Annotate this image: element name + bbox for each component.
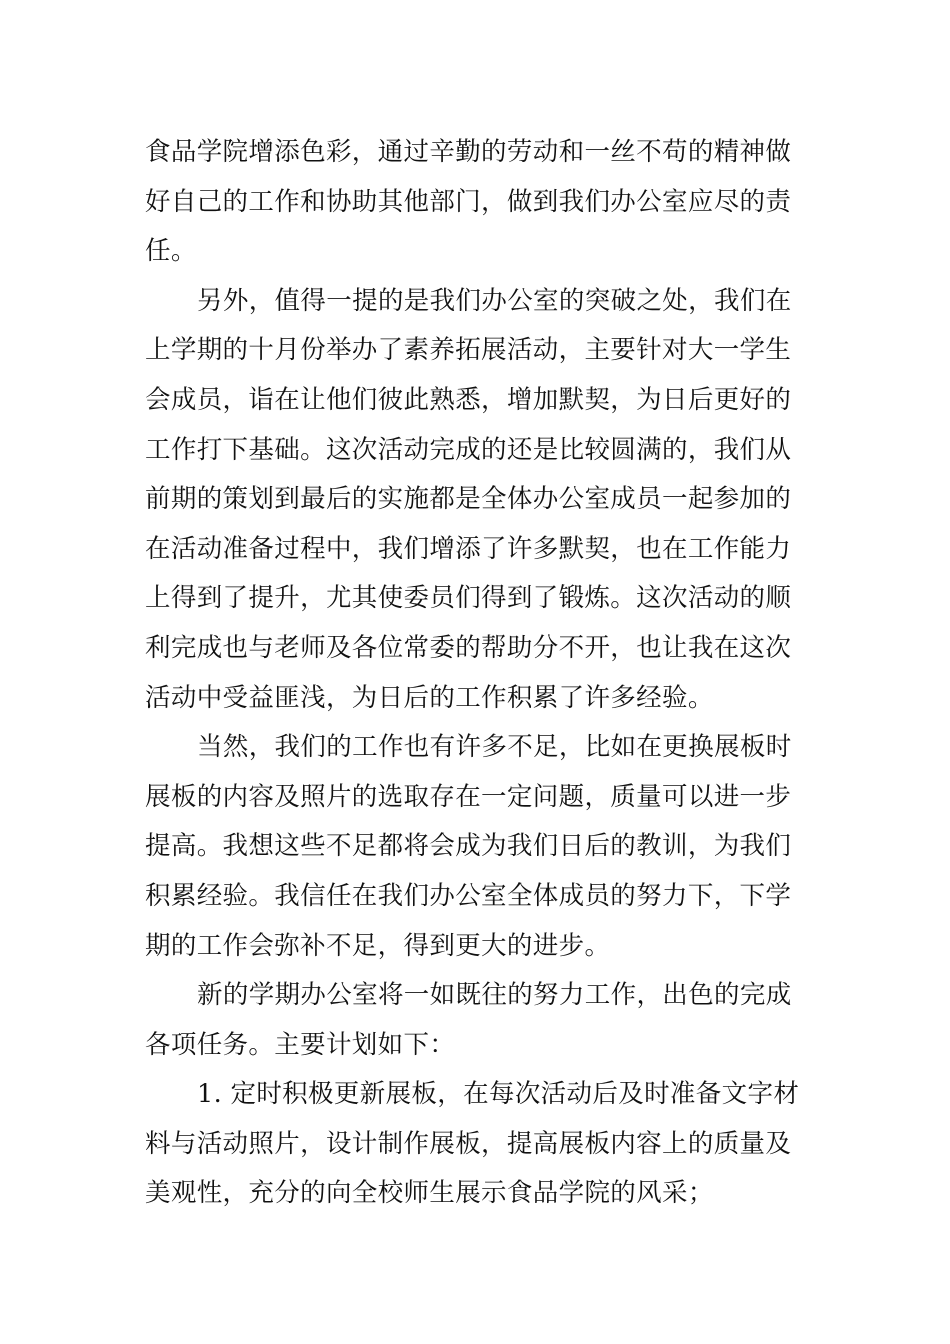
text-line: 任。 <box>145 236 197 267</box>
text-line: 上得到了提升，尤其使委员们得到了锻炼。这次活动的顺 <box>145 583 792 614</box>
text-line: 工作打下基础。这次活动完成的还是比较圆满的，我们从 <box>145 434 792 465</box>
text-line: 展板的内容及照片的选取存在一定问题，质量可以进一步 <box>145 781 792 812</box>
paragraph-start-line: 当然，我们的工作也有许多不足，比如在更换展板时 <box>197 732 792 763</box>
text-line: 提高。我想这些不足都将会成为我们日后的教训，为我们 <box>145 831 792 862</box>
text-line: 各项任务。主要计划如下： <box>145 1029 456 1060</box>
list-item-start-line: 1. 定时积极更新展板，在每次活动后及时准备文字材 <box>197 1079 800 1110</box>
document-body <box>145 128 813 1219</box>
paragraph-start-line: 另外，值得一提的是我们办公室的突破之处，我们在 <box>197 285 792 316</box>
text-line: 前期的策划到最后的实施都是全体办公室成员一起参加的 <box>145 484 792 515</box>
text-line: 料与活动照片，设计制作展板，提高展板内容上的质量及 <box>145 1128 792 1159</box>
text-line: 食品学院增添色彩，通过辛勤的劳动和一丝不苟的精神做 <box>145 137 792 167</box>
text-line: 在活动准备过程中，我们增添了许多默契，也在工作能力 <box>145 533 792 564</box>
text-line: 会成员，诣在让他们彼此熟悉，增加默契，为日后更好的 <box>145 384 792 415</box>
text-line: 活动中受益匪浅，为日后的工作积累了许多经验。 <box>145 682 714 713</box>
text-line: 上学期的十月份举办了素养拓展活动，主要针对大一学生 <box>145 335 792 366</box>
text-line: 积累经验。我信任在我们办公室全体成员的努力下，下学 <box>145 880 792 911</box>
text-line: 期的工作会弥补不足，得到更大的进步。 <box>145 930 611 961</box>
text-line: 美观性，充分的向全校师生展示食品学院的风采； <box>145 1178 714 1209</box>
text-line: 利完成也与老师及各位常委的帮助分不开，也让我在这次 <box>145 632 792 663</box>
paragraph-start-line: 新的学期办公室将一如既往的努力工作，出色的完成 <box>197 980 792 1011</box>
text-line: 好自己的工作和协助其他部门，做到我们办公室应尽的责 <box>145 186 792 217</box>
